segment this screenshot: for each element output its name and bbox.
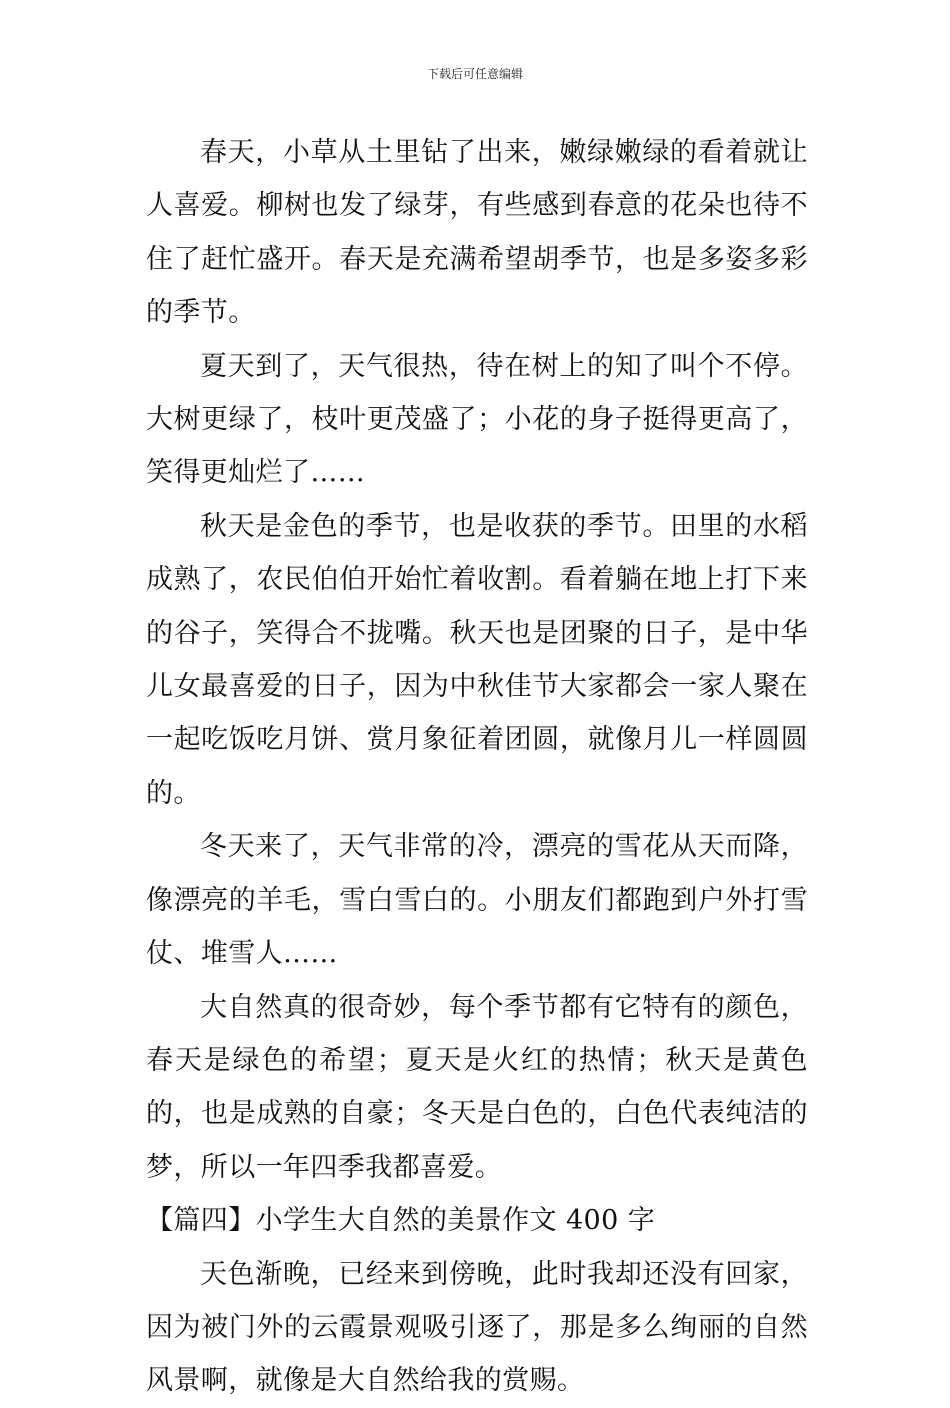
paragraph-winter: 冬天来了，天气非常的冷，漂亮的雪花从天而降，像漂亮的羊毛，雪白雪白的。小朋友们都跑到户外打雪仗、堆雪人……	[146, 831, 808, 970]
paragraph-sunset: 天色渐晚，已经来到傍晚，此时我却还没有回家，因为被门外的云霞景观吸引逐了，那是多么绚丽的自然风景啊，就像是大自然给我的赏赐。	[146, 1258, 808, 1397]
paragraph-spring: 春天，小草从土里钻了出来，嫩绿嫩绿的看着就让人喜爱。柳树也发了绿芽，有些感到春意的花朵也待不住了赶忙盛开。春天是充满希望胡季节，也是多姿多彩的季节。	[146, 137, 808, 329]
section-heading: 【篇四】小学生大自然的美景作文 400 字	[146, 1205, 656, 1237]
paragraph-autumn: 秋天是金色的季节，也是收获的季节。田里的水稻成熟了，农民伯伯开始忙着收割。看着躺在地上打下来的谷子，笑得合不拢嘴。秋天也是团聚的日子，是中华儿女最喜爱的日子，因为中秋佳节大家都会一家人聚在一起吃饭吃月饼、赏月象征着团圆，就像月儿一样圆圆的。	[146, 510, 808, 809]
header-note: 下载后可任意编辑	[426, 67, 523, 81]
paragraph-conclusion: 大自然真的很奇妙，每个季节都有它特有的颜色，春天是绿色的希望；夏天是火红的热情；秋天是黄色的，也是成熟的自豪；冬天是白色的，白色代表纯洁的梦，所以一年四季我都喜爱。	[146, 991, 808, 1183]
paragraph-summer: 夏天到了，天气很热，待在树上的知了叫个不停。大树更绿了，枝叶更茂盛了；小花的身子挺得更高了，笑得更灿烂了……	[146, 350, 808, 489]
document-body	[146, 126, 808, 1408]
